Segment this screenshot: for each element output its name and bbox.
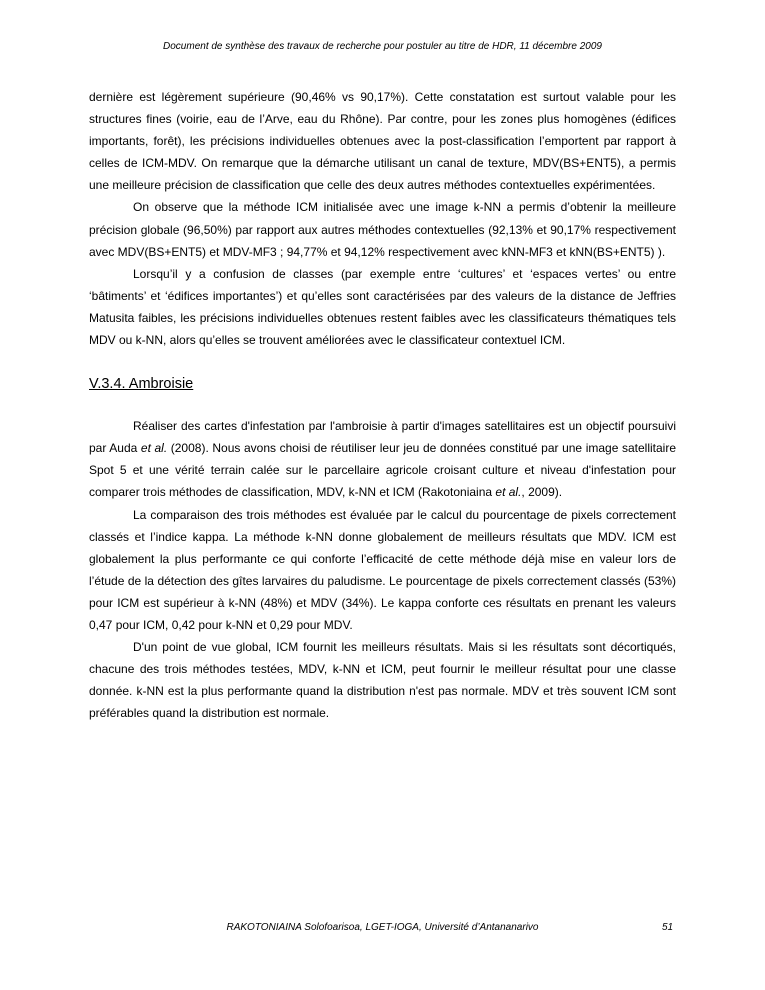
paragraph-1: dernière est légèrement supérieure (90,46% vs 90,17%). Cette constatation est surtout valable pour les structures fines (voirie, eau de l’Arve, eau du Rhône). Par contre, pour les zones plus homogènes (édifices importants, forêt), les précisions individuelles obtenues avec la post-classification l’emportent par rapport à celles de ICM-MDV. On remarque que la démarche utilisant un canal de texture, MDV(BS+ENT5), a permis une meilleure précision de classification que celle des deux autres méthodes contextuelles expérimentées. — [89, 90, 676, 193]
page-number: 51 — [662, 922, 674, 933]
paragraph-6: D'un point de vue global, ICM fournit les meilleurs résultats. Mais si les résultats sont décortiqués, chacune des trois méthodes testées, MDV, k-NN et ICM, peut fournir le meilleur résultat pour une classe donnée. k-NN est la plus performante quand la distribution n'est pas normale. MDV et très souvent ICM sont préférables quand la distribution est normale. — [89, 640, 676, 721]
p4-text-a: Réaliser des cartes d'infestation par l'ambroisie à partir d'images satellitaires est un objectif poursuivi par Auda — [89, 419, 676, 456]
p4-etal-1: et al. — [140, 441, 168, 456]
paragraph-5: La comparaison des trois méthodes est évaluée par le calcul du pourcentage de pixels correctement classés et l’indice kappa. La méthode k-NN donne globalement de meilleurs résultats que MDV. ICM est globalement la plus performante ce qui conforte l’efficacité de cette méthode déjà mise en valeur lors de l’étude de la détection des gîtes larvaires du paludisme. Le pourcentage de pixels correctement classés (53%) pour ICM est supérieur à k-NN (48%) et MDV (34%). Le kappa conforte ces résultats en prenant les valeurs 0,47 pour ICM, 0,42 pour k-NN et 0,29 pour MDV. — [89, 507, 676, 632]
paragraph-4 — [89, 415, 676, 503]
paragraph-2: On observe que la méthode ICM initialisée avec une image k-NN a permis d’obtenir la meilleure précision globale (96,50%) par rapport aux autres méthodes contextuelles (92,13% et 90,17% respectivement avec MDV(BS+ENT5) et MDV-MF3 ; 94,77% et 94,12% respectivement avec kNN-MF3 et kNN(BS+ENT5) ). — [89, 200, 676, 259]
page-footer: RAKOTONIAINA Solofoarisoa, LGET-IOGA, Université d’Antananarivo — [226, 922, 539, 933]
p4-etal-2: et al. — [495, 485, 522, 500]
p4-text-c: , 2009). — [521, 485, 563, 500]
paragraph-3: Lorsqu’il y a confusion de classes (par exemple entre ‘cultures’ et ‘espaces vertes’ ou entre ‘bâtiments’ et ‘édifices importantes’) et qu’elles sont caractérisées par des valeurs de la distance de Jeffries Matusita faibles, les précisions individuelles obtenues restent faibles avec les classificateurs thématiques tels MDV ou k-NN, alors qu’elles se trouvent améliorées avec le classificateur contextuel ICM. — [89, 266, 676, 348]
p4-text-b: (2008). Nous avons choisi de réutiliser leur jeu de données constitué par une image satellitaire Spot 5 et une vérité terrain calée sur le parcellaire agricole croisant culture et niveau d'infestation pour comparer trois méthodes de classification, MDV, k-NN et ICM (Rakotoniaina — [89, 441, 676, 500]
section-heading: V.3.4. Ambroisie — [89, 376, 194, 393]
document-body — [89, 86, 676, 724]
page-header: Document de synthèse des travaux de recherche pour postuler au titre de HDR, 11 décembre 2009 — [163, 41, 602, 52]
